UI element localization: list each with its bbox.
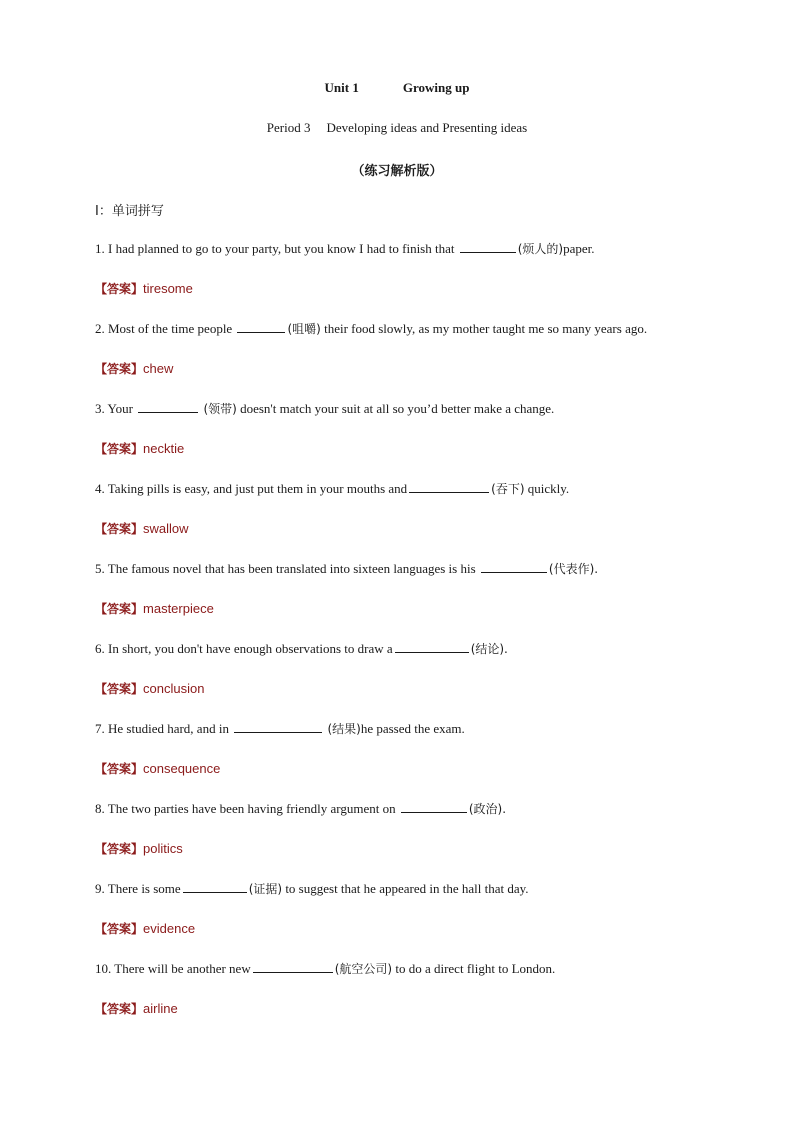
answer-blank — [409, 480, 489, 493]
answer-8 — [95, 840, 183, 857]
answer-text: consequence — [143, 761, 221, 776]
chinese-hint: (代表作). — [548, 562, 599, 576]
answer-tag: 【答案】 — [95, 282, 144, 296]
chinese-hint: (航空公司) — [334, 962, 393, 976]
answer-text: politics — [143, 841, 183, 856]
chinese-hint: (咀嚼) — [287, 322, 321, 336]
answer-9 — [95, 920, 195, 937]
answer-tag: 【答案】 — [95, 442, 144, 456]
question-text-after: to do a direct flight to London. — [395, 961, 556, 976]
answer-blank — [234, 720, 322, 733]
answer-blank — [237, 320, 285, 333]
answer-text: masterpiece — [143, 601, 214, 616]
answer-text: tiresome — [143, 281, 193, 296]
question-6 — [95, 640, 508, 657]
chinese-hint: (证据) — [248, 882, 283, 896]
answer-4 — [95, 520, 189, 537]
answer-text: evidence — [143, 921, 196, 936]
question-8 — [95, 800, 506, 817]
answer-blank — [460, 240, 516, 253]
unit-heading — [0, 80, 794, 96]
answer-blank — [395, 640, 469, 653]
question-text-after: he passed the exam. — [360, 721, 465, 736]
question-text: 2. Most of the time people — [95, 321, 233, 336]
question-text: 9. There is some — [95, 881, 181, 896]
question-text: 5. The famous novel that has been translated into sixteen languages is his — [95, 561, 476, 576]
question-4 — [95, 480, 569, 497]
answer-10 — [95, 1000, 178, 1017]
answer-tag: 【答案】 — [95, 762, 144, 776]
question-text-after: paper. — [563, 241, 595, 256]
answer-text: necktie — [143, 441, 185, 456]
answer-tag: 【答案】 — [95, 602, 144, 616]
question-text-after: quickly. — [527, 481, 570, 496]
answer-tag: 【答案】 — [95, 362, 144, 376]
answer-tag: 【答案】 — [95, 1002, 144, 1016]
chinese-hint: (政治). — [468, 802, 507, 816]
question-9 — [95, 880, 529, 897]
question-7 — [95, 720, 465, 737]
edition-label: （练习解析版） — [351, 164, 443, 179]
question-1 — [95, 240, 595, 257]
section-title: I：单词拼写 — [95, 204, 164, 219]
chinese-hint: (吞下) — [491, 482, 525, 496]
question-text: 3. Your — [95, 401, 133, 416]
answer-3 — [95, 440, 184, 457]
answer-tag: 【答案】 — [95, 522, 144, 536]
answer-2 — [95, 360, 173, 377]
chinese-hint: (结果) — [327, 722, 361, 736]
question-text: 7. He studied hard, and in — [95, 721, 229, 736]
answer-blank — [253, 960, 333, 973]
question-10 — [95, 960, 555, 977]
answer-text: airline — [143, 1001, 178, 1016]
question-2 — [95, 320, 647, 337]
question-text: 10. There will be another new — [95, 961, 251, 976]
answer-text: swallow — [143, 521, 189, 536]
answer-tag: 【答案】 — [95, 842, 144, 856]
question-text: 4. Taking pills is easy, and just put them in your mouths and — [95, 481, 408, 496]
answer-text: conclusion — [143, 681, 205, 696]
answer-1 — [95, 280, 193, 297]
unit-title: Growing up — [402, 80, 470, 95]
unit-label: Unit 1 — [324, 80, 359, 95]
period-heading — [0, 120, 794, 136]
answer-text: chew — [143, 361, 174, 376]
answer-7 — [95, 760, 220, 777]
answer-tag: 【答案】 — [95, 682, 144, 696]
chinese-hint: (领带) — [203, 402, 237, 416]
answer-tag: 【答案】 — [95, 922, 144, 936]
question-text-after: their food slowly, as my mother taught me so many years ago. — [324, 321, 648, 336]
answer-6 — [95, 680, 204, 697]
answer-blank — [183, 880, 247, 893]
period-label: Period 3 — [266, 120, 311, 135]
question-5 — [95, 560, 598, 577]
period-title: Developing ideas and Presenting ideas — [326, 120, 528, 135]
answer-blank — [138, 400, 198, 413]
question-text-after: doesn't match your suit at all so you’d better make a change. — [240, 401, 555, 416]
question-text: 6. In short, you don't have enough observations to draw a — [95, 641, 393, 656]
question-3 — [95, 400, 554, 417]
chinese-hint: (烦人的) — [517, 242, 564, 256]
answer-blank — [481, 560, 547, 573]
chinese-hint: (结论). — [470, 642, 508, 656]
answer-5 — [95, 600, 214, 617]
answer-blank — [401, 800, 467, 813]
question-text: 8. The two parties have been having friendly argument on — [95, 801, 396, 816]
question-text: 1. I had planned to go to your party, but you know I had to finish that — [95, 241, 455, 256]
question-text-after: to suggest that he appeared in the hall that day. — [285, 881, 529, 896]
